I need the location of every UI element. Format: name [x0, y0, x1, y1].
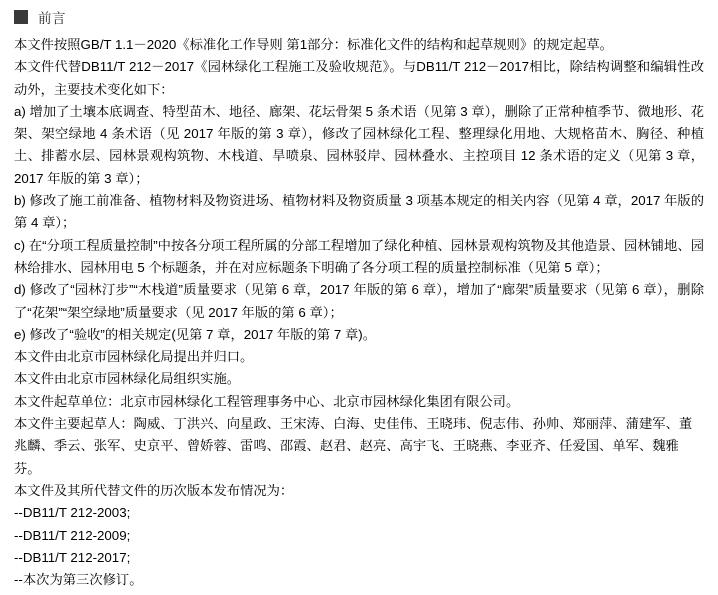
paragraph: 本文件由北京市园林绿化局组织实施。: [14, 371, 241, 387]
paragraph: 本文件起草单位：北京市园林绿化工程管理事务中心、北京市园林绿化集团有限公司。: [14, 393, 520, 409]
document-body: [14, 34, 704, 591]
paragraph: --本次为第三次修订。: [14, 572, 143, 588]
paragraph: c) 在“分项工程质量控制”中按各分项工程所属的分部工程增加了绿化种植、园林景观构筑物及其他造景、园林铺地、园林给排水、园林用电 5 个标题条，并在对应标题条下明确了各分项工程的质量控制标准（见第 5 章）；: [14, 237, 704, 275]
paragraph: --DB11/T 212-2003;: [14, 505, 131, 521]
page-header: [14, 6, 704, 28]
page-title: 前言: [38, 11, 66, 26]
authors-line: 本文件主要起草人：陶威、丁洪兴、向星政、王宋涛、白海、史佳伟、王晓玮、倪志伟、孙帅、郑丽萍、蒲建军、董: [14, 416, 693, 432]
paragraph: 本文件由北京市园林绿化局提出并归口。: [14, 349, 254, 365]
authors-line: 芬。: [14, 460, 41, 476]
paragraph: a) 增加了土壤本底调查、特型苗木、地径、廊架、花坛骨架 5 条术语（见第 3 章），删除了正常种植季节、微地形、花架、架空绿地 4 条术语（见 2017 年版的第 3 章），修改了园林绿化工程、整理绿化用地、大规格苗木、胸径、种植土、排蓄水层、园林景观构筑物、木栈道、旱喷泉、园林驳岸、园林叠水、主控项目 12 条术语的定义（见第 3 章，2017 年版的第 3 章）；: [14, 103, 704, 186]
paragraph: 本文件按照GB/T 1.1－2020《标准化工作导则 第1部分：标准化文件的结构和起草规则》的规定起草。: [14, 37, 613, 52]
paragraph: --DB11/T 212-2017;: [14, 549, 131, 565]
paragraph: e) 修改了“验收”的相关规定(见第 7 章，2017 年版的第 7 章)。: [14, 326, 377, 342]
paragraph: d) 修改了“园林汀步”“木栈道”质量要求（见第 6 章，2017 年版的第 6 章），增加了“廊架”质量要求（见第 6 章），删除了“花架”“架空绿地”质量要求（见 2017 年版的第 6 章）；: [14, 282, 704, 320]
square-marker-icon: [14, 10, 28, 24]
authors-line: 兆麟、季云、张军、史京平、曾娇蓉、雷鸣、邵霞、赵君、赵亮、高宇飞、王晓燕、李亚齐、任爱国、单军、魏雅: [14, 438, 679, 454]
paragraph: --DB11/T 212-2009;: [14, 527, 131, 543]
paragraph: 本文件及其所代替文件的历次版本发布情况为：: [14, 482, 294, 498]
paragraph: b) 修改了施工前准备、植物材料及物资进场、植物材料及物资质量 3 项基本规定的相关内容（见第 4 章，2017 年版的第 4 章）；: [14, 193, 705, 231]
paragraph: 本文件代替DB11/T 212－2017《园林绿化工程施工及验收规范》。与DB11/T 212－2017相比，除结构调整和编辑性改动外，主要技术变化如下：: [14, 59, 704, 97]
